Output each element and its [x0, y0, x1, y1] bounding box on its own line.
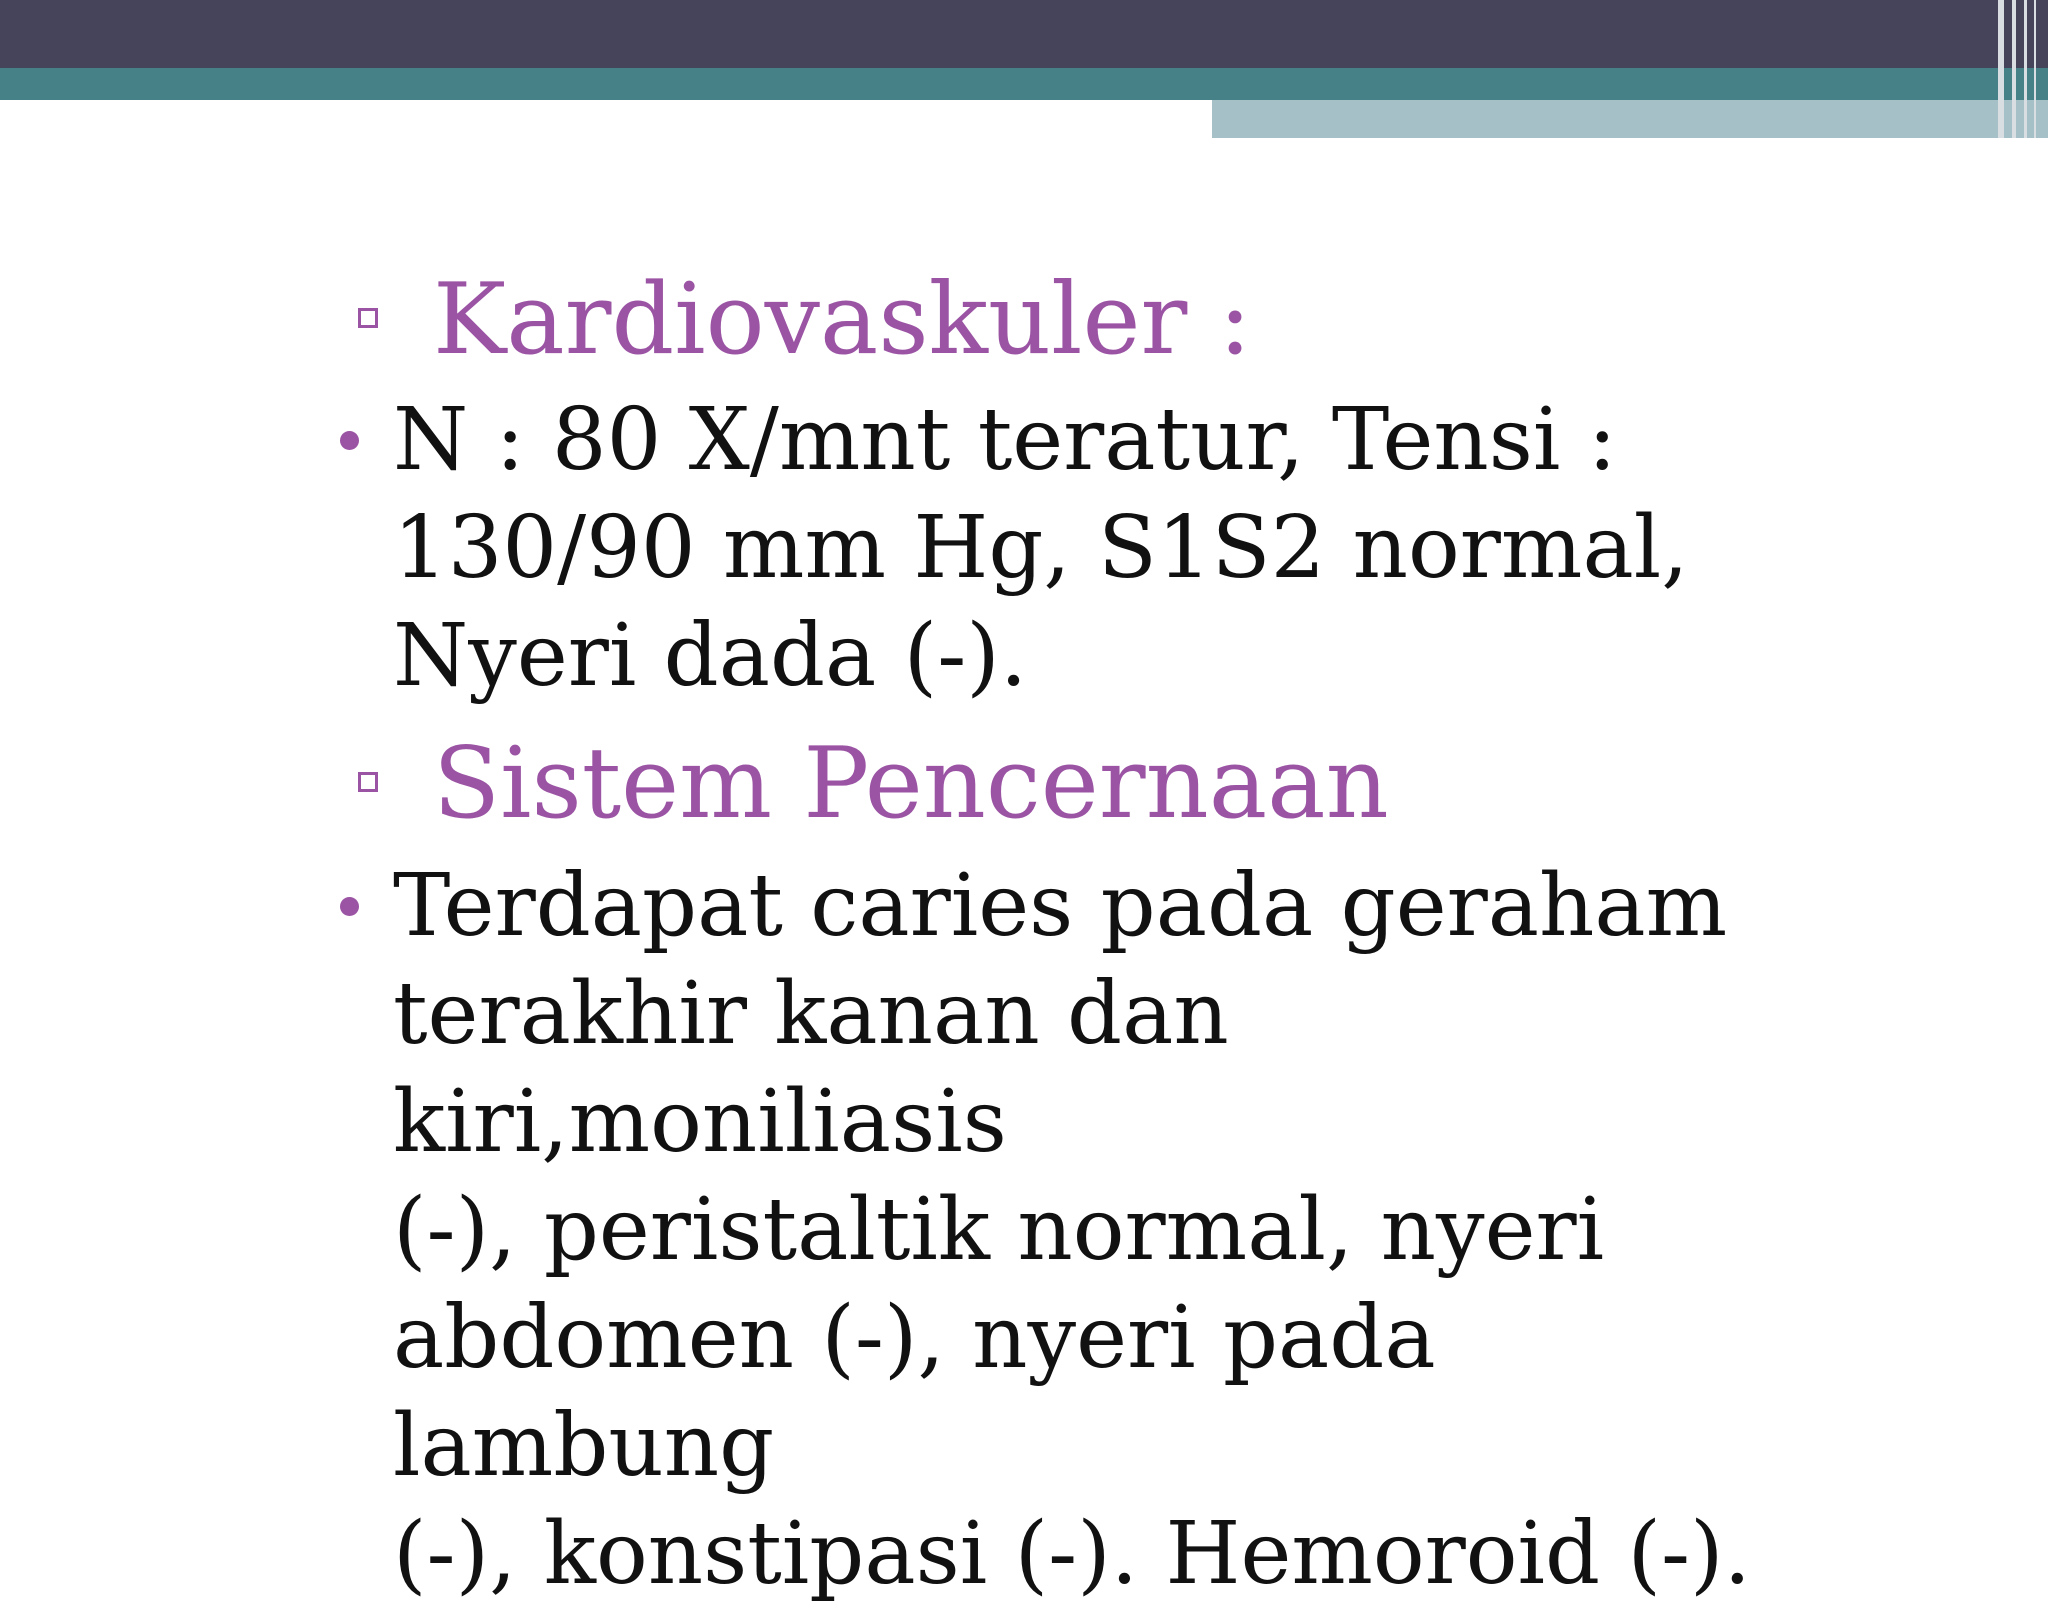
bullet-item-kardiovaskuler — [330, 386, 1810, 710]
bullet-line: (-), peristaltik normal, nyeri — [393, 1180, 1605, 1280]
header-edge-stripes — [1984, 0, 2048, 138]
heading-text: Kardiovaskuler : — [433, 263, 1252, 377]
bullet-line: Terdapat caries pada geraham — [393, 856, 1728, 956]
section-heading-sistem-pencernaan — [330, 722, 1810, 846]
bullet-line: N : 80 X/mnt teratur, Tensi : — [393, 390, 1617, 490]
square-bullet-icon — [358, 308, 378, 328]
bullet-line: terakhir kanan dan kiri,moniliasis — [393, 964, 1229, 1172]
bullet-item-sistem-pencernaan — [330, 852, 1810, 1608]
square-bullet-icon — [358, 772, 378, 792]
header-band-light — [1212, 100, 2048, 138]
section-heading-kardiovaskuler — [330, 258, 1810, 382]
round-bullet-icon — [340, 897, 359, 916]
header-band-teal — [0, 68, 2048, 100]
bullet-line: Nyeri dada (-). — [393, 606, 1028, 706]
round-bullet-icon — [340, 431, 359, 450]
bullet-line: abdomen (-), nyeri pada lambung — [393, 1288, 1436, 1496]
bullet-line: (-), konstipasi (-). Hemoroid (-). — [393, 1504, 1751, 1604]
slide-content — [330, 258, 1810, 1608]
header-band-dark — [0, 0, 2048, 68]
heading-text: Sistem Pencernaan — [433, 727, 1389, 841]
bullet-line: 130/90 mm Hg, S1S2 normal, — [393, 498, 1689, 598]
